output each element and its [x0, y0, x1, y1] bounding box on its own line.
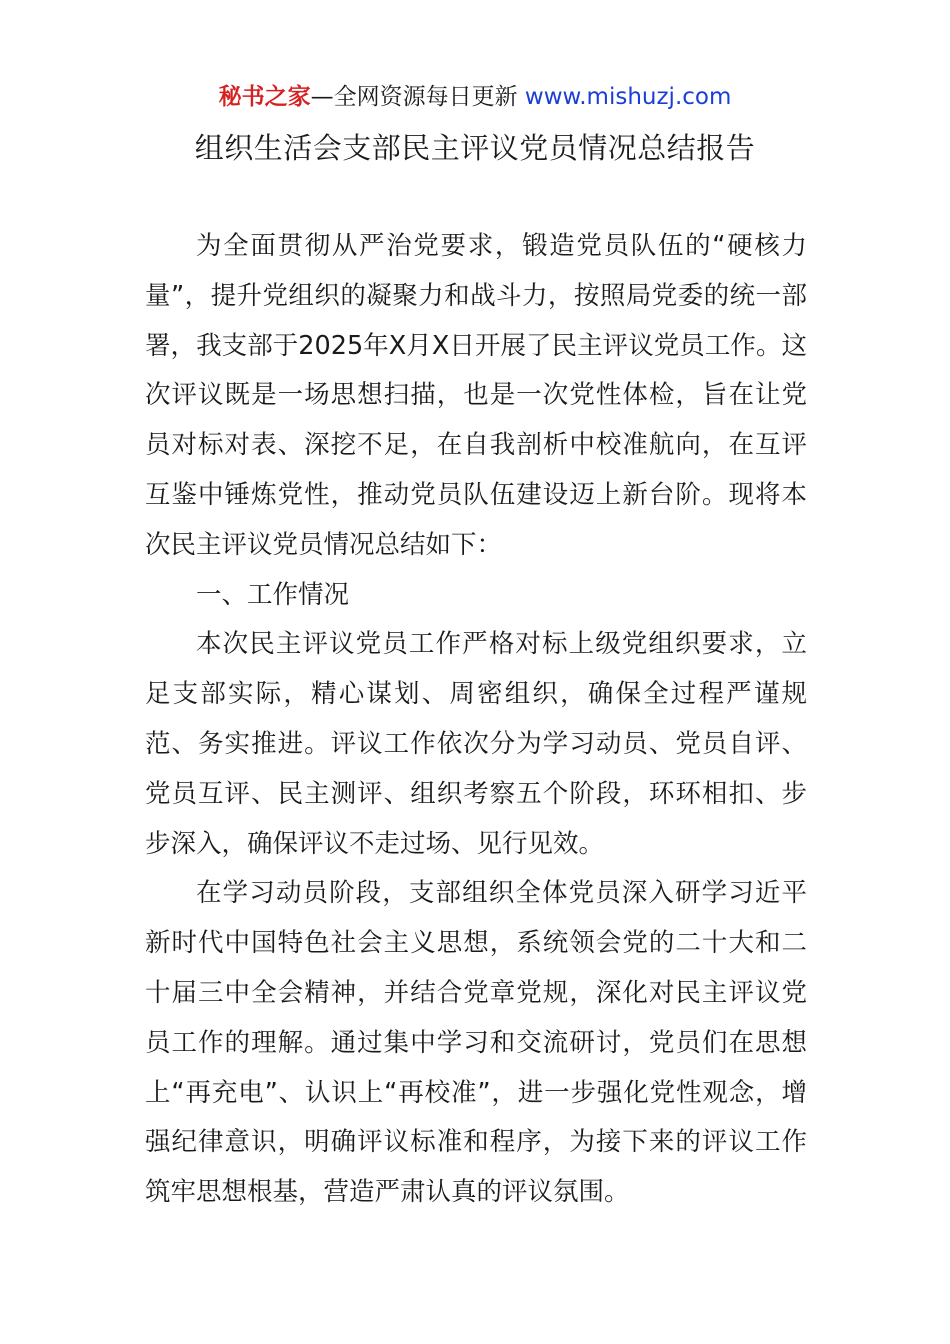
site-url-link[interactable]: www.mishuzj.com	[524, 84, 732, 110]
site-tagline: —全网资源每日更新	[310, 84, 518, 110]
intro-paragraph: 为全面贯彻从严治党要求，锻造党员队伍的“硬核力量”，提升党组织的凝聚力和战斗力，按照局党委的统一部署，我支部于2025年X月X日开展了民主评议党员工作。这次评议既是一场思想扫描，也是一次党性体检，旨在让党员对标对表、深挖不足，在自我剖析中校准航向，在互评互鉴中锤炼党性，推动党员队伍建设迈上新台阶。现将本次民主评议党员情况总结如下：	[145, 231, 807, 560]
site-header	[0, 80, 950, 114]
document-title: 组织生活会支部民主评议党员情况总结报告	[194, 131, 756, 165]
work-overview-paragraph: 本次民主评议党员工作严格对标上级党组织要求，立足支部实际，精心谋划、周密组织，确保全过程严谨规范、务实推进。评议工作依次分为学习动员、党员自评、党员互评、民主测评、组织考察五个阶段，环环相扣、步步深入，确保评议不走过场、见行见效。	[145, 629, 807, 859]
study-mobilization-paragraph: 在学习动员阶段，支部组织全体党员深入研学习近平新时代中国特色社会主义思想，系统领会党的二十大和二十届三中全会精神，并结合党章党规，深化对民主评议党员工作的理解。通过集中学习和交流研讨，党员们在思想上“再充电”、认识上“再校准”，进一步强化党性观念，增强纪律意识，明确评议标准和程序，为接下来的评议工作筑牢思想根基，营造严肃认真的评议氛围。	[145, 878, 807, 1208]
brand-name: 秘书之家	[218, 84, 311, 110]
document-body	[145, 222, 807, 1218]
section-heading-work-situation: 一、工作情况	[196, 579, 350, 610]
